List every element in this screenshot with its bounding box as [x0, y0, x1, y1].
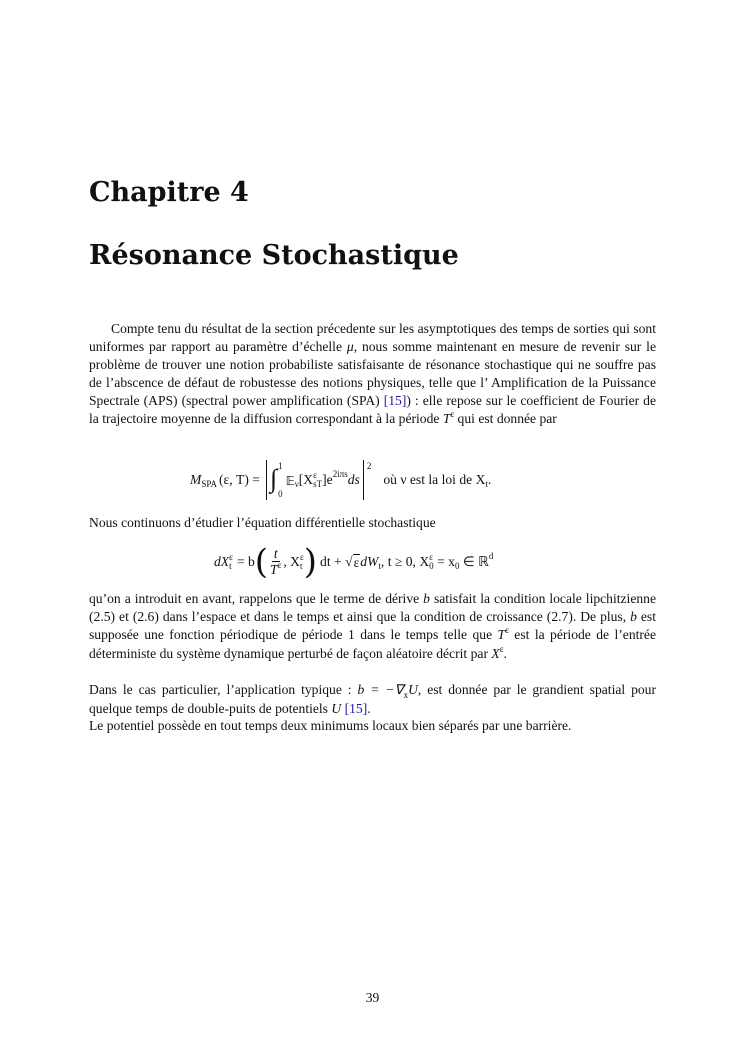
paragraph-drift-conditions: qu’on a introduit en avant, rappelons que le terme de dérive b satisfait la condition locale lipchitzienne (2.5) et (2.6) dans l’espace et dans le temps et ainsi que la condition de croissance (2.7). De plus, b est supposée une fonction périodique de période 1 dans le temps telle que $T^\varepsilon$ est la période de l’entrée déterministe du système dynamique perturbé de façon aléatoire décrit par $X^\varepsilon$.: [89, 591, 656, 661]
paragraph-potential: Le potentiel possède en tout temps deux minimums locaux bien séparés par une barrière.: [89, 718, 572, 733]
symbol-mu: μ: [346, 339, 354, 354]
citation-link[interactable]: [15]: [383, 393, 407, 408]
abs-bar-right: [363, 460, 364, 500]
abs-bar-left: [266, 460, 267, 500]
integral-limits: 1 0: [278, 461, 283, 499]
integral-sign: ∫: [269, 464, 278, 493]
paragraph-intro: Compte tenu du résultat de la section précedente sur les asymptotiques des temps de sorties qui sont uniformes par rapport au paramètre d’échelle μ, nous somme maintenant en mesure de revenir sur le problème de trouver une notion probabiliste satisfaisante de résonance stochastique qui ne souffre pas de l’abscence de défaut de robustesse des notions physiques, telle que l’ Amplification de la Puissance Spectrale (APS) (spectral power amplification (SPA) [15]) : elle repose sur le coefficient de Fourier de la trajectoire moyenne de la diffusion correspondant à la période $T^\varepsilon$ qui est donnée par: [89, 321, 656, 426]
equation-sde: dX ε t = b ( $\frac{t}{T^\varepsilon}$ , X ε t ) dt + √ ε dW t , t ≥ 0, X ε 0 = x 0 ∈ ℝ d: [214, 542, 494, 582]
page-number: 39: [365, 990, 380, 1005]
chapter-label: Chapitre 4: [89, 177, 249, 208]
equation-spa: M SPA (ε, T) = ∫ 1 0 𝔼 ν [X ε sT ]e 2iπs ds 2 où ν est la loi de X t .: [190, 461, 492, 499]
paragraph-sde-intro: Nous continuons d’étudier l’équation différentielle stochastique: [89, 515, 436, 530]
fraction-t-over-T: $\frac{t}{T^\varepsilon}$: [270, 545, 282, 577]
chapter-title: Résonance Stochastique: [89, 240, 459, 271]
citation-link[interactable]: [15]: [344, 701, 368, 716]
paragraph-gradient-case: Dans le cas particulier, l’application typique : $b = -\nabla_xU$, est donnée par le grandient spatial pour quelque temps de double-puits de potentiels U [15].: [89, 682, 656, 716]
